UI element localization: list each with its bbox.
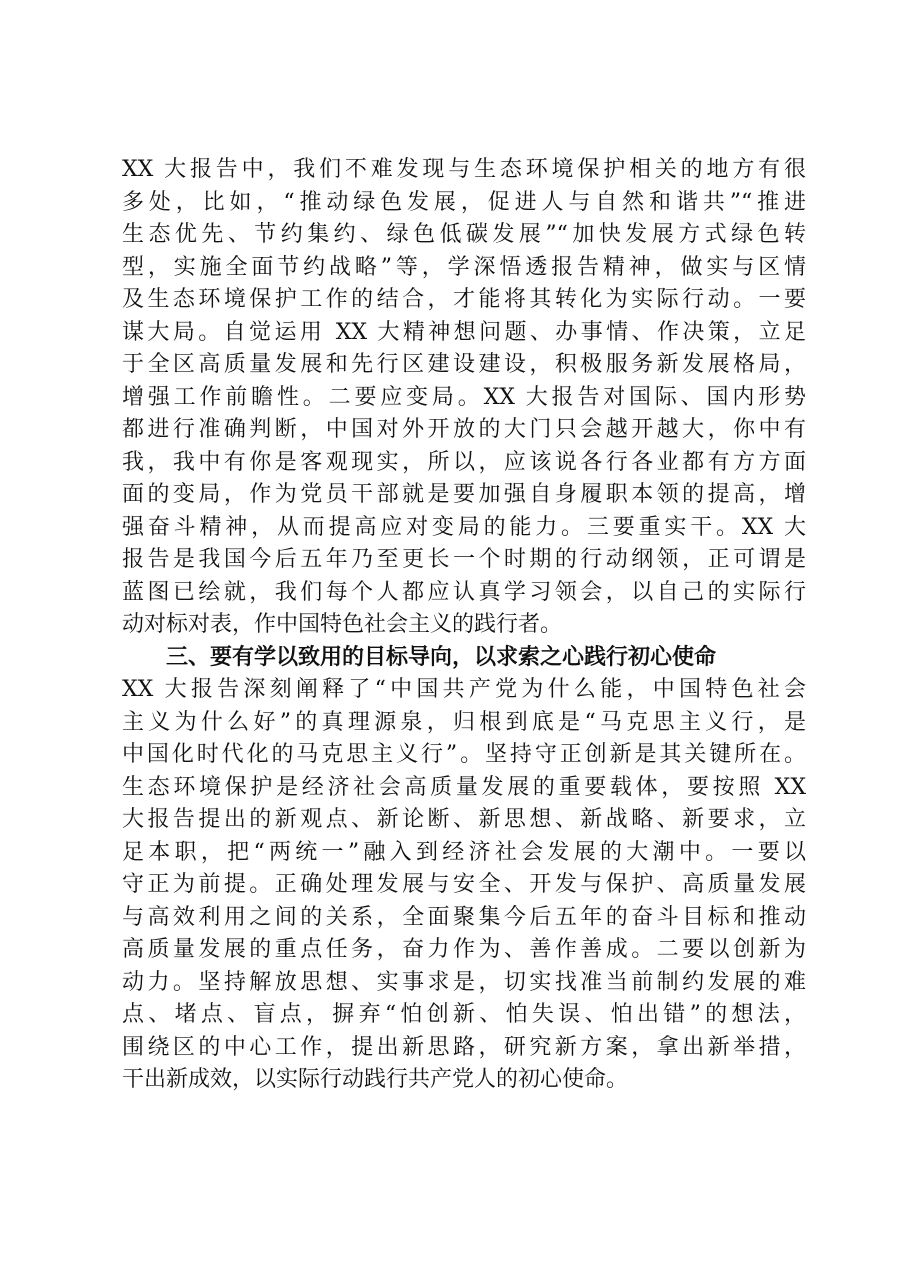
- text-line: 主义为什么好”的真理源泉，归根到底是“马克思主义行，是: [122, 709, 806, 735]
- text-line: 中国化时代化的马克思主义行”。坚持守正创新是其关键所在。: [122, 742, 806, 767]
- text-line: 增强工作前瞻性。二要应变局。XX 大报告对国际、国内形势: [122, 384, 806, 410]
- text-line: 动对标对表，作中国特色社会主义的践行者。: [122, 612, 563, 637]
- text-line: XX 大报告中，我们不难发现与生态环境保护相关的地方有很: [122, 157, 806, 182]
- text-line: 生态优先、节约集约、绿色低碳发展”“加快发展方式绿色转: [122, 222, 806, 247]
- text-line: 多处，比如，“推动绿色发展，促进人与自然和谐共”“推进: [122, 189, 806, 215]
- text-line: 强奋斗精神，从而提高应对变局的能力。三要重实干。XX 大: [122, 514, 806, 540]
- text-line: 及生态环境保护工作的结合，才能将其转化为实际行动。一要: [122, 287, 806, 312]
- text-line: 与高效利用之间的关系，全面聚集今后五年的奋斗目标和推动: [122, 904, 806, 930]
- text-line: 点、堵点、盲点，摒弃“怕创新、怕失误、怕出错”的想法，: [122, 1002, 806, 1027]
- paragraph-1: [122, 154, 806, 642]
- text-line: 守正为前提。正确处理发展与安全、开发与保护、高质量发展: [122, 872, 806, 897]
- text-line: 都进行准确判断，中国对外开放的大门只会越开越大，你中有: [122, 417, 806, 442]
- text-line: 蓝图已绘就，我们每个人都应认真学习领会，以自己的实际行: [122, 579, 806, 605]
- paragraph-2: [122, 674, 806, 1097]
- text-line: 围绕区的中心工作，提出新思路，研究新方案，拿出新举措，: [122, 1034, 806, 1060]
- section-heading: 三、要有学以致用的目标导向，以求索之心践行初心使命: [166, 644, 717, 670]
- text-line: 大报告提出的新观点、新论断、新思想、新战略、新要求，立: [122, 807, 806, 832]
- text-line: 型，实施全面节约战略”等，学深悟透报告精神，做实与区情: [122, 254, 806, 280]
- text-line: 于全区高质量发展和先行区建设建设，积极服务新发展格局，: [122, 352, 806, 377]
- text-line: 报告是我国今后五年乃至更长一个时期的行动纲领，正可谓是: [122, 547, 806, 572]
- text-line: XX 大报告深刻阐释了“中国共产党为什么能，中国特色社会: [122, 677, 806, 702]
- text-line: 面的变局，作为党员干部就是要加强自身履职本领的提高，增: [122, 482, 806, 507]
- text-line: 我，我中有你是客观现实，所以，应该说各行各业都有方方面: [122, 449, 806, 475]
- text-line: 足本职，把“两统一”融入到经济社会发展的大潮中。一要以: [122, 839, 806, 865]
- document-page: [122, 154, 806, 1097]
- text-line: 高质量发展的重点任务，奋力作为、善作善成。二要以创新为: [122, 937, 806, 962]
- text-line: 干出新成效，以实际行动践行共产党人的初心使命。: [122, 1067, 629, 1092]
- text-line: 动力。坚持解放思想、实事求是，切实找准当前制约发展的难: [122, 969, 806, 995]
- text-line: 生态环境保护是经济社会高质量发展的重要载体，要按照 XX: [122, 774, 806, 800]
- text-line: 谋大局。自觉运用 XX 大精神想问题、办事情、作决策，立足: [122, 319, 806, 345]
